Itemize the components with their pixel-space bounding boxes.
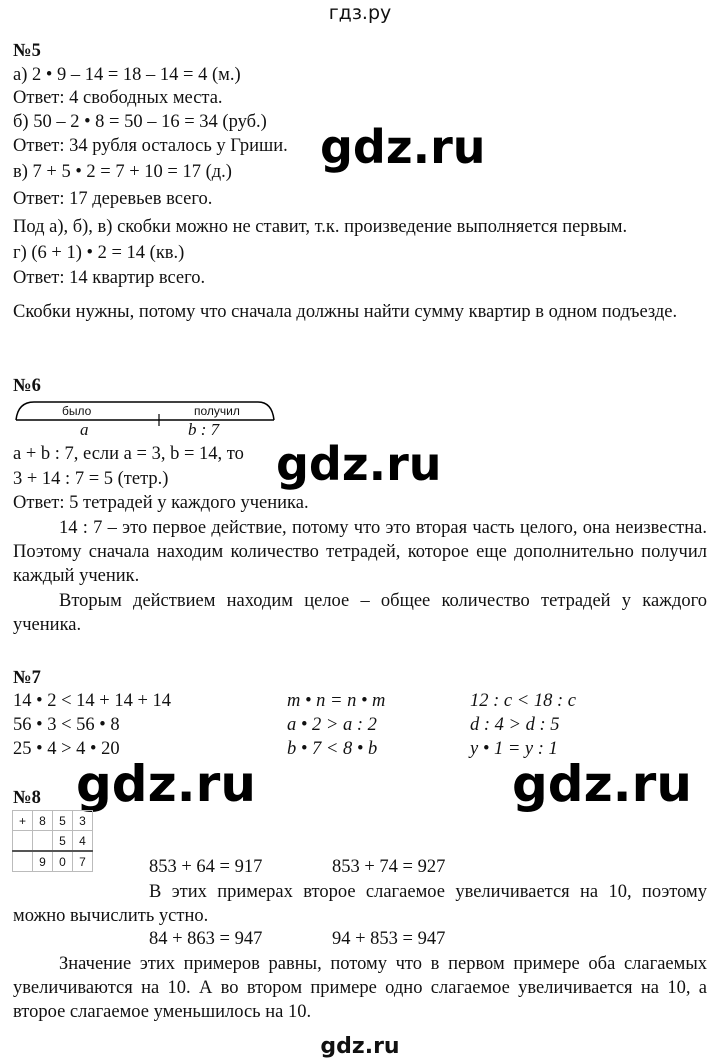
task-7-col1-item: 56 • 3 < 56 • 8 — [13, 715, 120, 735]
grid-cell: 9 — [33, 851, 53, 872]
grid-cell: 7 — [73, 851, 93, 872]
watermark: gdz.ru — [512, 755, 692, 813]
diagram-label-left: было — [62, 404, 92, 418]
task-5-title: №5 — [13, 41, 41, 61]
task-5-line: Ответ: 34 рубля осталось у Гриши. — [13, 136, 288, 156]
grid-cell: 5 — [53, 811, 73, 831]
grid-cell: 8 — [33, 811, 53, 831]
task-6-formula: a + b : 7, если a = 3, b = 14, то — [13, 444, 244, 464]
task-5-line: г) (6 + 1) • 2 = 14 (кв.) — [13, 243, 185, 263]
task-7-col2-item: b • 7 < 8 • b — [287, 739, 378, 759]
task-5-line: а) 2 • 9 – 14 = 18 – 14 = 4 (м.) — [13, 65, 241, 85]
task-6-paragraph: Вторым действием находим целое – общее количество тетрадей у каждого ученика. — [13, 591, 707, 635]
grid-cell: 0 — [53, 851, 73, 872]
task-8-equation: 853 + 64 = 917 — [149, 857, 263, 877]
grid-cell — [13, 851, 33, 872]
task-5-line: Ответ: 17 деревьев всего. — [13, 189, 213, 209]
task-6-paragraph: 14 : 7 – это первое действие, потому что это вторая часть целого, она неизвестна. Поэтому сначала находим количество тетрадей, которое еще дополнительно получил каждый ученик. — [13, 518, 707, 586]
grid-cell: 5 — [53, 831, 73, 852]
task-5-line: в) 7 + 5 • 2 = 7 + 10 = 17 (д.) — [13, 162, 232, 182]
grid-cell — [33, 831, 53, 852]
watermark: gdz.ru — [76, 755, 256, 813]
task-7-title: №7 — [13, 668, 41, 688]
task-6-title: №6 — [13, 376, 41, 396]
task-5-line: Ответ: 14 квартир всего. — [13, 268, 206, 288]
task-5-line: б) 50 – 2 • 8 = 50 – 16 = 34 (руб.) — [13, 112, 267, 132]
grid-cell: 3 — [73, 811, 93, 831]
diagram-sub-right: b : 7 — [188, 420, 220, 439]
task-7-col2-item: m • n = n • m — [287, 691, 386, 711]
task-7-col3-item: y • 1 = y : 1 — [470, 739, 558, 759]
task-5-line: Ответ: 4 свободных места. — [13, 88, 223, 108]
task-8-title: №8 — [13, 788, 41, 808]
task-6-calc: 3 + 14 : 7 = 5 (тетр.) — [13, 469, 169, 489]
watermark: gdz.ru — [320, 120, 486, 174]
site-footer: gdz.ru — [320, 1034, 400, 1059]
watermark: gdz.ru — [276, 437, 442, 491]
site-header: гдз.ру — [328, 2, 392, 24]
task-7-col3-item: 12 : c < 18 : c — [470, 691, 576, 711]
task-7-col1-item: 14 • 2 < 14 + 14 + 14 — [13, 691, 172, 711]
task-8-paragraph: Значение этих примеров равны, потому что в первом примере оба слагаемых увеличиваются на 10. А во втором примере одно слагаемое увеличивается на 10, а второе слагаемое уменьшилось на 10. — [13, 954, 707, 1022]
task-5-note: Скобки нужны, потому что сначала должны найти сумму квартир в одном подъезде. — [13, 302, 678, 322]
task-8-equation: 94 + 853 = 947 — [332, 929, 446, 949]
grid-cell: + — [13, 811, 33, 831]
task-7-col3-item: d : 4 > d : 5 — [470, 715, 560, 735]
grid-cell: 4 — [73, 831, 93, 852]
diagram-sub-left: a — [80, 420, 89, 439]
column-addition-grid — [12, 810, 102, 874]
task-8-equation: 853 + 74 = 927 — [332, 857, 446, 877]
task-5-line: Под а), б), в) скобки можно не ставит, т.к. произведение выполняется первым. — [13, 217, 628, 237]
task-8-paragraph: В этих примерах второе слагаемое увеличивается на 10, поэтому можно вычислить устно. — [13, 882, 707, 926]
grid-cell — [13, 831, 33, 852]
diagram-label-right: получил — [194, 404, 240, 418]
task-8-equation: 84 + 863 = 947 — [149, 929, 263, 949]
task-7-col1-item: 25 • 4 > 4 • 20 — [13, 739, 120, 759]
task-6-answer: Ответ: 5 тетрадей у каждого ученика. — [13, 493, 309, 513]
task-7-col2-item: a • 2 > a : 2 — [287, 715, 377, 735]
